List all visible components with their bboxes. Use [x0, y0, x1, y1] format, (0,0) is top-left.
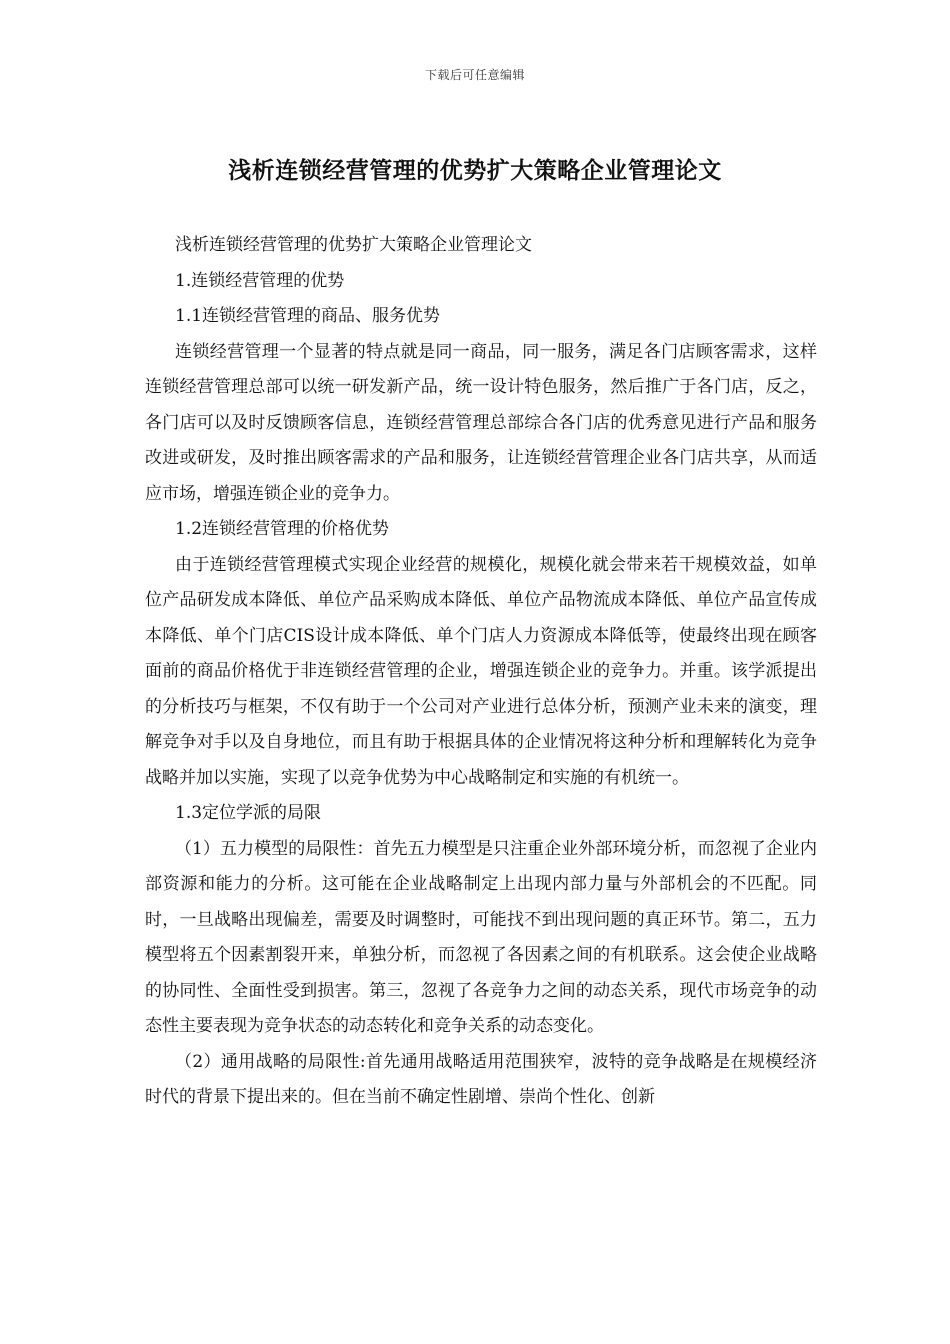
document-title: 浅析连锁经营管理的优势扩大策略企业管理论文: [228, 157, 722, 184]
header-note: 下载后可任意编辑: [424, 68, 525, 82]
paragraph-title-repeat: 浅析连锁经营管理的优势扩大策略企业管理论文: [175, 235, 532, 255]
paragraph-five-forces-limits: （1）五力模型的局限性：首先五力模型是只注重企业外部环境分析，而忽视了企业内部资源和能力的分析。这可能在企业战略制定上出现内部力量与外部机会的不匹配。同时，一旦战略出现偏差，需要及时调整时，可能找不到出现问题的真正环节。第二，五力模型将五个因素割裂开来，单独分析，而忽视了各因素之间的有机联系。这会使企业战略的协同性、全面性受到损害。第三，忽视了各竞争力之间的动态关系，现代市场竞争的动态性主要表现为竞争状态的动态转化和竞争关系的动态变化。: [145, 838, 817, 1036]
section-heading-1-1: 1.1连锁经营管理的商品、服务优势: [175, 306, 441, 326]
section-heading-1-3: 1.3定位学派的局限: [175, 803, 322, 823]
section-heading-1: 1.连锁经营管理的优势: [175, 270, 345, 291]
paragraph-generic-strategy-limits: （2）通用战略的局限性:首先通用战略适用范围狭窄，波特的竞争战略是在规模经济时代的背景下提出来的。但在当前不确定性剧增、崇尚个性化、创新: [145, 1051, 817, 1107]
section-heading-1-2: 1.2连锁经营管理的价格优势: [175, 519, 390, 539]
document-body: [145, 228, 817, 1116]
paragraph-goods-service-advantage: 连锁经营管理一个显著的特点就是同一商品，同一服务，满足各门店顾客需求，这样连锁经营管理总部可以统一研发新产品，统一设计特色服务，然后推广于各门店，反之，各门店可以及时反馈顾客信息，连锁经营管理总部综合各门店的优秀意见进行产品和服务改进或研发，及时推出顾客需求的产品和服务，让连锁经营管理企业各门店共享，从而适应市场，增强连锁企业的竞争力。: [145, 341, 817, 504]
paragraph-price-advantage: 由于连锁经营管理模式实现企业经营的规模化，规模化就会带来若干规模效益，如单位产品研发成本降低、单位产品采购成本降低、单位产品物流成本降低、单位产品宣传成本降低、单个门店CIS设计成本降低、单个门店人力资源成本降低等，使最终出现在顾客面前的商品价格优于非连锁经营管理的企业，增强连锁企业的竞争力。并重。该学派提出的分析技巧与框架，不仅有助于一个公司对产业进行总体分析，预测产业未来的演变，理解竞争对手以及自身地位，而且有助于根据具体的企业情况将这种分析和理解转化为竞争战略并加以实施，实现了以竞争优势为中心战略制定和实施的有机统一。: [145, 554, 817, 788]
